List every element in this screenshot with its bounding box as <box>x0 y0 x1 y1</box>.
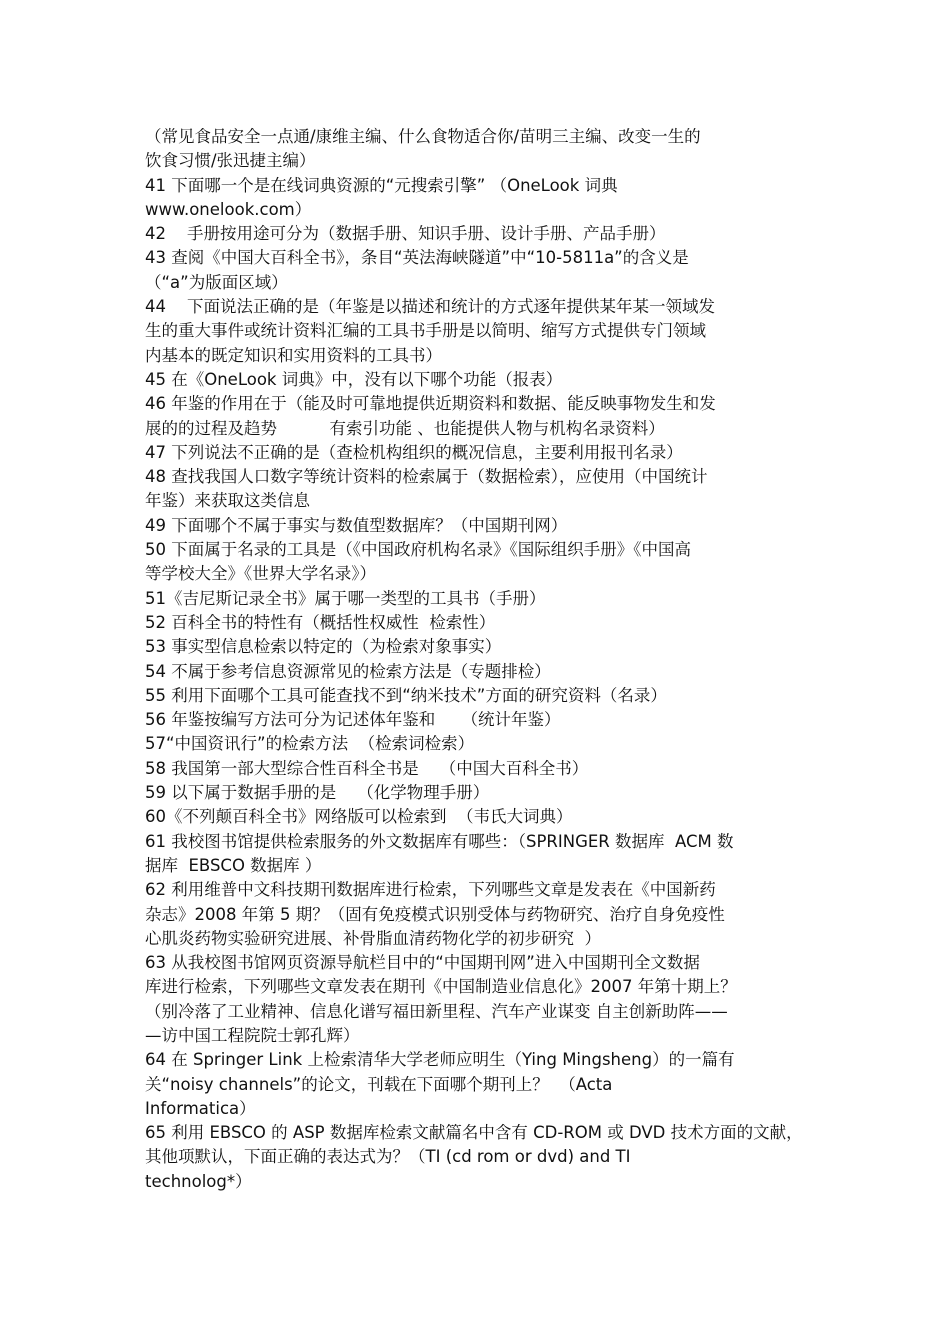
text-line: 其他项默认，下面正确的表达式为？（TI (cd rom or dvd) and TI <box>145 1147 631 1167</box>
question-46: 46 年鉴的作用在于（能及时可靠地提供近期资料和数据、能反映事物发生和发 <box>145 394 716 414</box>
question-45: 45 在《OneLook 词典》中，没有以下哪个功能（报表） <box>145 369 563 389</box>
text-line: （“a”为版面区域） <box>145 272 288 292</box>
question-61: 61 我校图书馆提供检索服务的外文数据库有哪些：（SPRINGER 数据库 ACM 数 <box>145 831 734 851</box>
text-line: 据库 EBSCO 数据库 ） <box>145 855 322 875</box>
question-55: 55 利用下面哪个工具可能查找不到“纳米技术”方面的研究资料（名录） <box>145 685 667 705</box>
text-line: 内基本的既定知识和实用资料的工具书） <box>145 345 442 365</box>
question-53: 53 事实型信息检索以特定的（为检索对象事实） <box>145 637 502 657</box>
text-line: 关“noisy channels”的论文，刊载在下面哪个期刊上？ （Acta <box>145 1074 613 1094</box>
question-62: 62 利用维普中文科技期刊数据库进行检索，下列哪些文章是发表在《中国新药 <box>145 880 716 900</box>
question-60: 60《不列颠百科全书》网络版可以检索到 （韦氏大词典） <box>145 807 573 827</box>
question-52: 52 百科全书的特性有（概括性权威性 检索性） <box>145 612 496 632</box>
text-line: Informatica） <box>145 1098 256 1118</box>
question-63: 63 从我校图书馆网页资源导航栏目中的“中国期刊网”进入中国期刊全文数据 <box>145 953 700 973</box>
question-58: 58 我国第一部大型综合性百科全书是 （中国大百科全书） <box>145 758 589 778</box>
text-line: 杂志》2008 年第 5 期？（固有免疫模式识别受体与药物研究、治疗自身免疫性 <box>145 904 725 924</box>
question-57: 57“中国资讯行”的检索方法 （检索词检索） <box>145 734 475 754</box>
question-59: 59 以下属于数据手册的是 （化学物理手册） <box>145 783 490 803</box>
question-50: 50 下面属于名录的工具是（《中国政府机构名录》《国际组织手册》《中国高 <box>145 540 691 560</box>
text-line: （别冷落了工业精神、信息化谱写福田新里程、汽车产业谋变 自主创新助阵—— <box>145 1001 728 1021</box>
text-line: 库进行检索，下列哪些文章发表在期刊《中国制造业信息化》2007 年第十期上？ <box>145 977 737 997</box>
question-47: 47 下列说法不正确的是（查检机构组织的概况信息，主要利用报刊名录） <box>145 442 683 462</box>
text-line: 饮食习惯/张迅捷主编） <box>145 151 316 171</box>
text-line: 展的的过程及趋势 有索引功能 、也能提供人物与机构名录资料） <box>145 418 665 438</box>
text-line: （常见食品安全一点通/康维主编、什么食物适合你/苗明三主编、改变一生的 <box>145 127 701 146</box>
text-line: www.onelook.com） <box>145 199 312 219</box>
document-page <box>145 125 810 1194</box>
question-43: 43 查阅《中国大百科全书》，条目“英法海峡隧道”中“10-5811a”的含义是 <box>145 248 689 268</box>
question-41: 41 下面哪一个是在线词典资源的“元搜索引擎” （OneLook 词典 <box>145 175 618 195</box>
text-line: 生的重大事件或统计资料汇编的工具书手册是以简明、缩写方式提供专门领域 <box>145 321 706 341</box>
text-line: 心肌炎药物实验研究进展、补骨脂血清药物化学的初步研究 ） <box>145 928 601 948</box>
question-49: 49 下面哪个不属于事实与数值型数据库？（中国期刊网） <box>145 515 568 535</box>
question-65: 65 利用 EBSCO 的 ASP 数据库检索文献篇名中含有 CD-ROM 或 DVD 技术方面的文献， <box>145 1123 803 1143</box>
question-64: 64 在 Springer Link 上检索清华大学老师应明生（Ying Mingsheng）的一篇有 <box>145 1050 735 1070</box>
question-42: 42 手册按用途可分为（数据手册、知识手册、设计手册、产品手册） <box>145 224 666 244</box>
text-line: 年鉴）来获取这类信息 <box>145 491 310 511</box>
text-line: 等学校大全》《世界大学名录》） <box>145 564 376 584</box>
question-48: 48 查找我国人口数字等统计资料的检索属于（数据检索），应使用（中国统计 <box>145 467 708 487</box>
text-line: —访中国工程院院士郭孔辉） <box>145 1025 360 1045</box>
question-56: 56 年鉴按编写方法可分为记述体年鉴和 （统计年鉴） <box>145 710 561 730</box>
text-line: technolog*） <box>145 1171 252 1191</box>
question-54: 54 不属于参考信息资源常见的检索方法是（专题排检） <box>145 661 551 681</box>
question-44: 44 下面说法正确的是（年鉴是以描述和统计的方式逐年提供某年某一领域发 <box>145 297 715 317</box>
question-51: 51《吉尼斯记录全书》属于哪一类型的工具书（手册） <box>145 588 546 608</box>
